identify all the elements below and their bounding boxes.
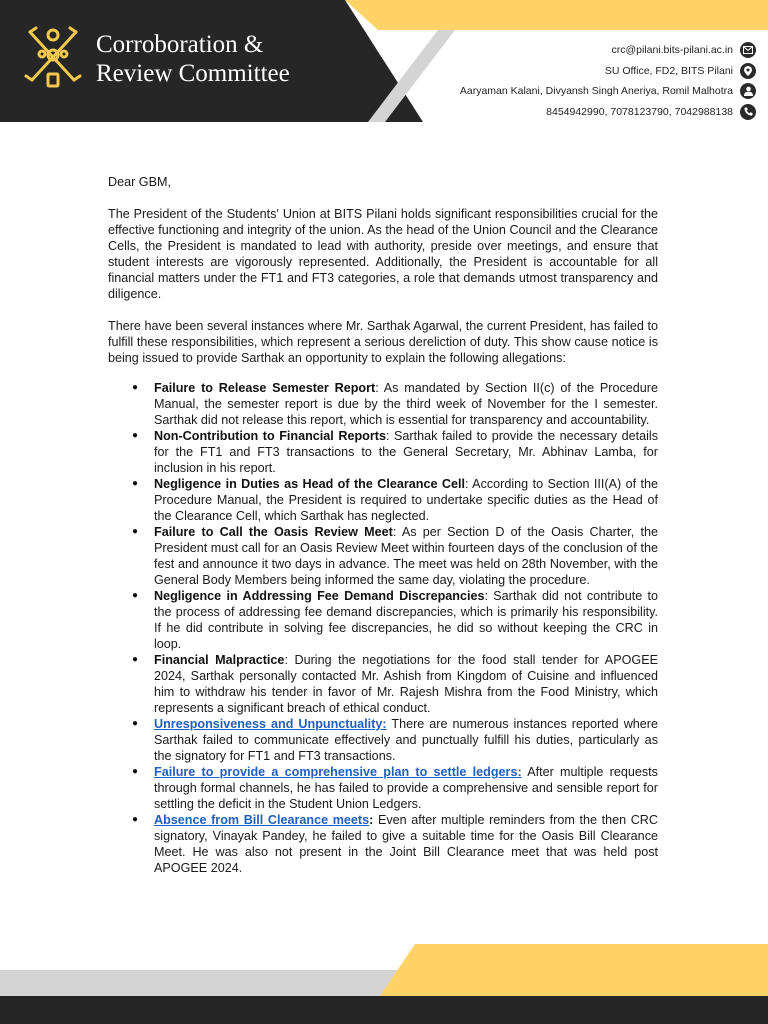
notice-paragraph: There have been several instances where Mr. Sarthak Agarwal, the current President, has failed to fulfill these responsibilities, which represent a serious dereliction of duty. This show cause notice is being issued to provide Sarthak an opportunity to explain the following allegations: [108, 319, 658, 365]
allegation-title: Failure to Release Semester Report [154, 381, 376, 395]
allegation-link[interactable]: Unresponsiveness and Unpunctuality: [154, 717, 387, 731]
org-name-line-2: Review Committee [96, 60, 290, 87]
organization-name [96, 30, 290, 88]
letter-body [108, 174, 658, 876]
allegation-title: Non-Contribution to Financial Reports [154, 429, 386, 443]
list-item [108, 812, 658, 876]
email-icon [740, 42, 756, 58]
greeting: Dear GBM, [108, 175, 171, 189]
allegation-separator: : [375, 381, 379, 395]
allegation-text: During the negotiations for the food stall tender for APOGEE 2024, Sarthak personally contacted Mr. Ashish from Kingdom of Cuisine and influenced him to withdraw his tender in favor of Mr. Rajesh Mishra from the Food Ministry, which represents a significant breach of ethical conduct. [154, 653, 658, 715]
list-item [108, 380, 658, 428]
list-item [108, 428, 658, 476]
allegation-text: Even after multiple reminders from the then CRC signatory, Vinayak Pandey, he failed to give a suitable time for the Oasis Bill Clearance Meet. He was also not present in the Joint Bill Clearance meet that was held post APOGEE 2024. [154, 813, 658, 875]
allegation-text: Sarthak failed to provide the necessary details for the FT1 and FT3 transactions to the General Secretary, Mr. Abhinav Lamba, for inclusion in his report. [154, 429, 658, 475]
allegation-text: There are numerous instances reported where Sarthak failed to communicate effectively and punctually fulfill his duties, particularly as the signatory for FT1 and FT3 transactions. [154, 717, 658, 763]
allegation-separator: : [369, 813, 374, 827]
allegation-separator: : [284, 653, 288, 667]
list-item [108, 588, 658, 652]
contact-details [316, 40, 756, 122]
list-item [108, 764, 658, 812]
allegation-link[interactable]: Failure to provide a comprehensive plan to settle ledgers: [154, 765, 522, 779]
contact-address: SU Office, FD2, BITS Pilani [604, 64, 733, 77]
list-item [108, 524, 658, 588]
person-icon [740, 83, 756, 99]
allegation-text: According to Section III(A) of the Procedure Manual, the President is required to undertake specific duties as the Head of the Clearance Cell, which Sarthak has neglected. [154, 477, 658, 523]
intro-paragraph: The President of the Students' Union at BITS Pilani holds significant responsibilities crucial for the effective functioning and integrity of the union. As the head of the Union Council and the Clearance Cells, the President is mandated to lead with authority, preside over meetings, and ensure that student interests are vigorously represented. Additionally, the President is accountable for all financial matters under the FT1 and FT3 categories, a role that demands utmost transparency and diligence. [108, 207, 658, 301]
allegation-separator: : [392, 525, 397, 539]
contact-address-row [316, 61, 756, 82]
allegation-separator: : [484, 589, 488, 603]
allegation-text: As per Section D of the Oasis Charter, the President must call for an Oasis Review Meet within fourteen days of the conclusion of the fest and announce it two days in advance. The meet was held on 28th November, with the General Body Members being informed the same day, violating the procedure. [154, 525, 658, 587]
footer-background [0, 944, 768, 1024]
contact-phones[interactable]: 8454942990, 7078123790, 7042988138 [546, 105, 733, 118]
allegation-text: After multiple requests through formal channels, he has failed to provide a comprehensive and sensible report for settling the deficit in the Student Union Ledgers. [154, 765, 658, 811]
allegation-title: Negligence in Duties as Head of the Clearance Cell [154, 477, 465, 491]
allegations-list [108, 380, 658, 876]
letterhead-footer [0, 944, 768, 1024]
letterhead [0, 0, 768, 122]
allegation-title: Negligence in Addressing Fee Demand Discrepancies [154, 589, 485, 603]
list-item [108, 716, 658, 764]
phone-icon [740, 104, 756, 120]
allegation-separator: : [385, 429, 390, 443]
allegation-text: Sarthak did not contribute to the process of addressing fee demand discrepancies, which is primarily his responsibility. If he did contribute in solving fee discrepancies, he did so without keeping the CRC in loop. [154, 589, 658, 651]
allegation-link[interactable]: Absence from Bill Clearance meets [154, 813, 370, 827]
contact-members-row [316, 81, 756, 102]
allegation-title: Financial Malpractice [154, 653, 285, 667]
allegation-title: Failure to Call the Oasis Review Meet [154, 525, 393, 539]
list-item [108, 476, 658, 524]
contact-members: Aaryaman Kalani, Divyansh Singh Aneriya, Romil Malhotra [459, 85, 733, 98]
crossed-keys-logo-icon [22, 24, 84, 92]
allegation-text: As mandated by Section II(c) of the Procedure Manual, the semester report is due by the third week of November for the I semester. Sarthak did not release this report, which is essential for transparency and accountability. [154, 381, 658, 427]
contact-email-row [316, 40, 756, 61]
contact-phone-row [316, 102, 756, 123]
location-pin-icon [740, 63, 756, 79]
org-name-line-1: Corroboration & [96, 31, 264, 58]
list-item [108, 652, 658, 716]
allegation-separator: : [464, 477, 469, 491]
contact-email[interactable]: crc@pilani.bits-pilani.ac.in [611, 44, 733, 57]
